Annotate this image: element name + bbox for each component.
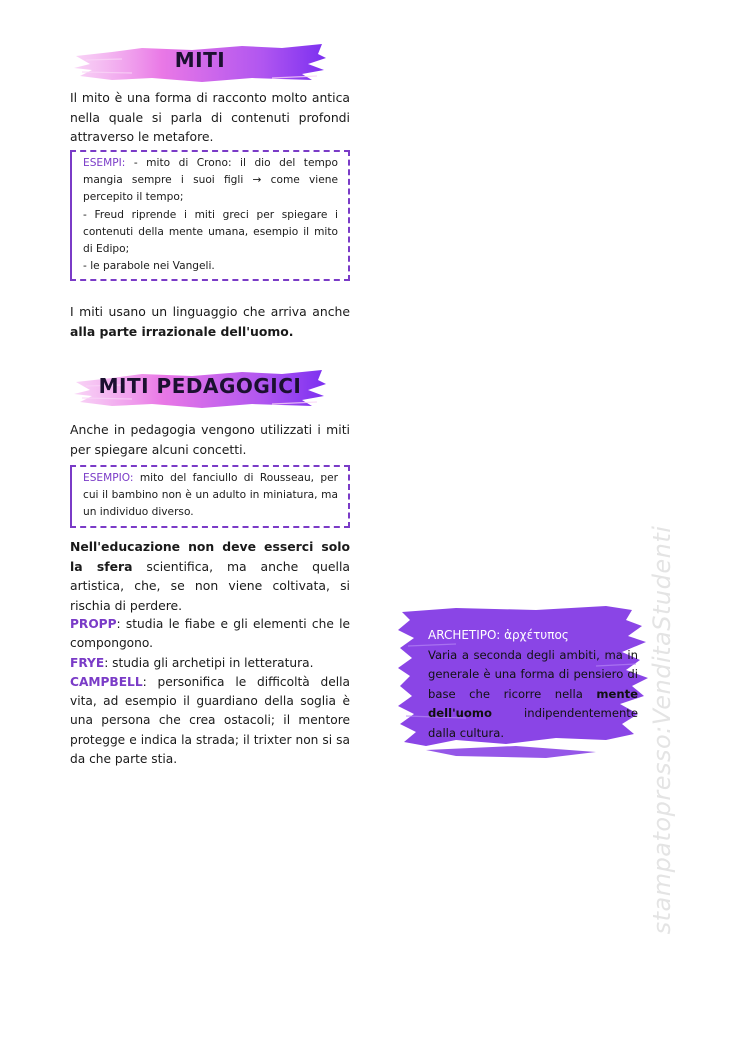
archetype-text: Varia a seconda degli ambiti, ma in generale è una forma di pensiero di base che ricorre nella: [428, 647, 638, 701]
author-name: FRYE: [70, 655, 105, 670]
example-line: - Freud riprende i miti greci per spiegare i contenuti della mente umana, esempio il mito di Edipo;: [83, 208, 338, 256]
myth-language-paragraph: [70, 302, 350, 341]
watermark-text: stampatopresso:VenditaStudenti: [648, 525, 676, 935]
example-line: - mito di Crono: il dio del tempo mangia sempre i suoi figli → come viene percepito il tempo;: [83, 157, 338, 204]
example-line: - le parabole nei Vangeli.: [83, 260, 215, 273]
watermark: [648, 525, 676, 935]
paragraph-text: scientifica, ma anche quella artistica, che, se non viene coltivata, si rischia di perdere.: [70, 558, 350, 613]
archetype-card: [428, 626, 638, 744]
author-description: : studia le fiabe e gli elementi che le compongono.: [70, 617, 350, 651]
example-box: [70, 465, 350, 528]
education-paragraph: [70, 537, 350, 615]
archetype-emphasis: mente dell'uomo: [428, 686, 638, 721]
paragraph-emphasis: alla parte irrazionale dell'uomo.: [70, 323, 294, 339]
author-entry: [70, 615, 350, 654]
author-entry: [70, 654, 350, 673]
archetype-heading: ARCHETIPO: ἀρχέτυπος: [428, 628, 569, 642]
paragraph-text: I miti usano un linguaggio che arriva anche: [70, 304, 350, 319]
examples-box: [70, 150, 350, 281]
author-description: : personifica le difficoltà della vita, ad esempio il guardiano della soglia è una persona che crea ostacoli; il mentore protegge e indica la strada; il trixter non si sa da che parte stia.: [70, 674, 350, 767]
author-name: CAMPBELL: [70, 674, 143, 689]
examples-label: ESEMPI:: [83, 157, 126, 169]
archetype-definition: [428, 646, 638, 744]
section-title: MITI: [174, 48, 226, 72]
section-title: MITI PEDAGOGICI: [98, 374, 302, 398]
archetype-text-end: indipendentemente dalla cultura.: [428, 706, 638, 740]
section-title-banner-miti: [72, 42, 328, 84]
myth-definition-paragraph: Il mito è una forma di racconto molto antica nella quale si parla di contenuti profondi attraverso le metafore.: [70, 90, 350, 144]
author-entry: [70, 673, 350, 769]
author-description: : studia gli archetipi in letteratura.: [104, 655, 314, 670]
pedagogy-intro-paragraph: Anche in pedagogia vengono utilizzati i miti per spiegare alcuni concetti.: [70, 422, 350, 457]
example-label: ESEMPIO:: [83, 472, 134, 484]
author-name: PROPP: [70, 617, 117, 631]
paragraph-emphasis: Nell'educazione non deve esserci solo la sfera: [70, 539, 350, 574]
example-text: mito del fanciullo di Rousseau, per cui il bambino non è un adulto in miniatura, ma un individuo diverso.: [83, 472, 338, 519]
author-definitions: [70, 615, 350, 769]
section-title-banner-miti-pedagogici: [72, 368, 328, 410]
